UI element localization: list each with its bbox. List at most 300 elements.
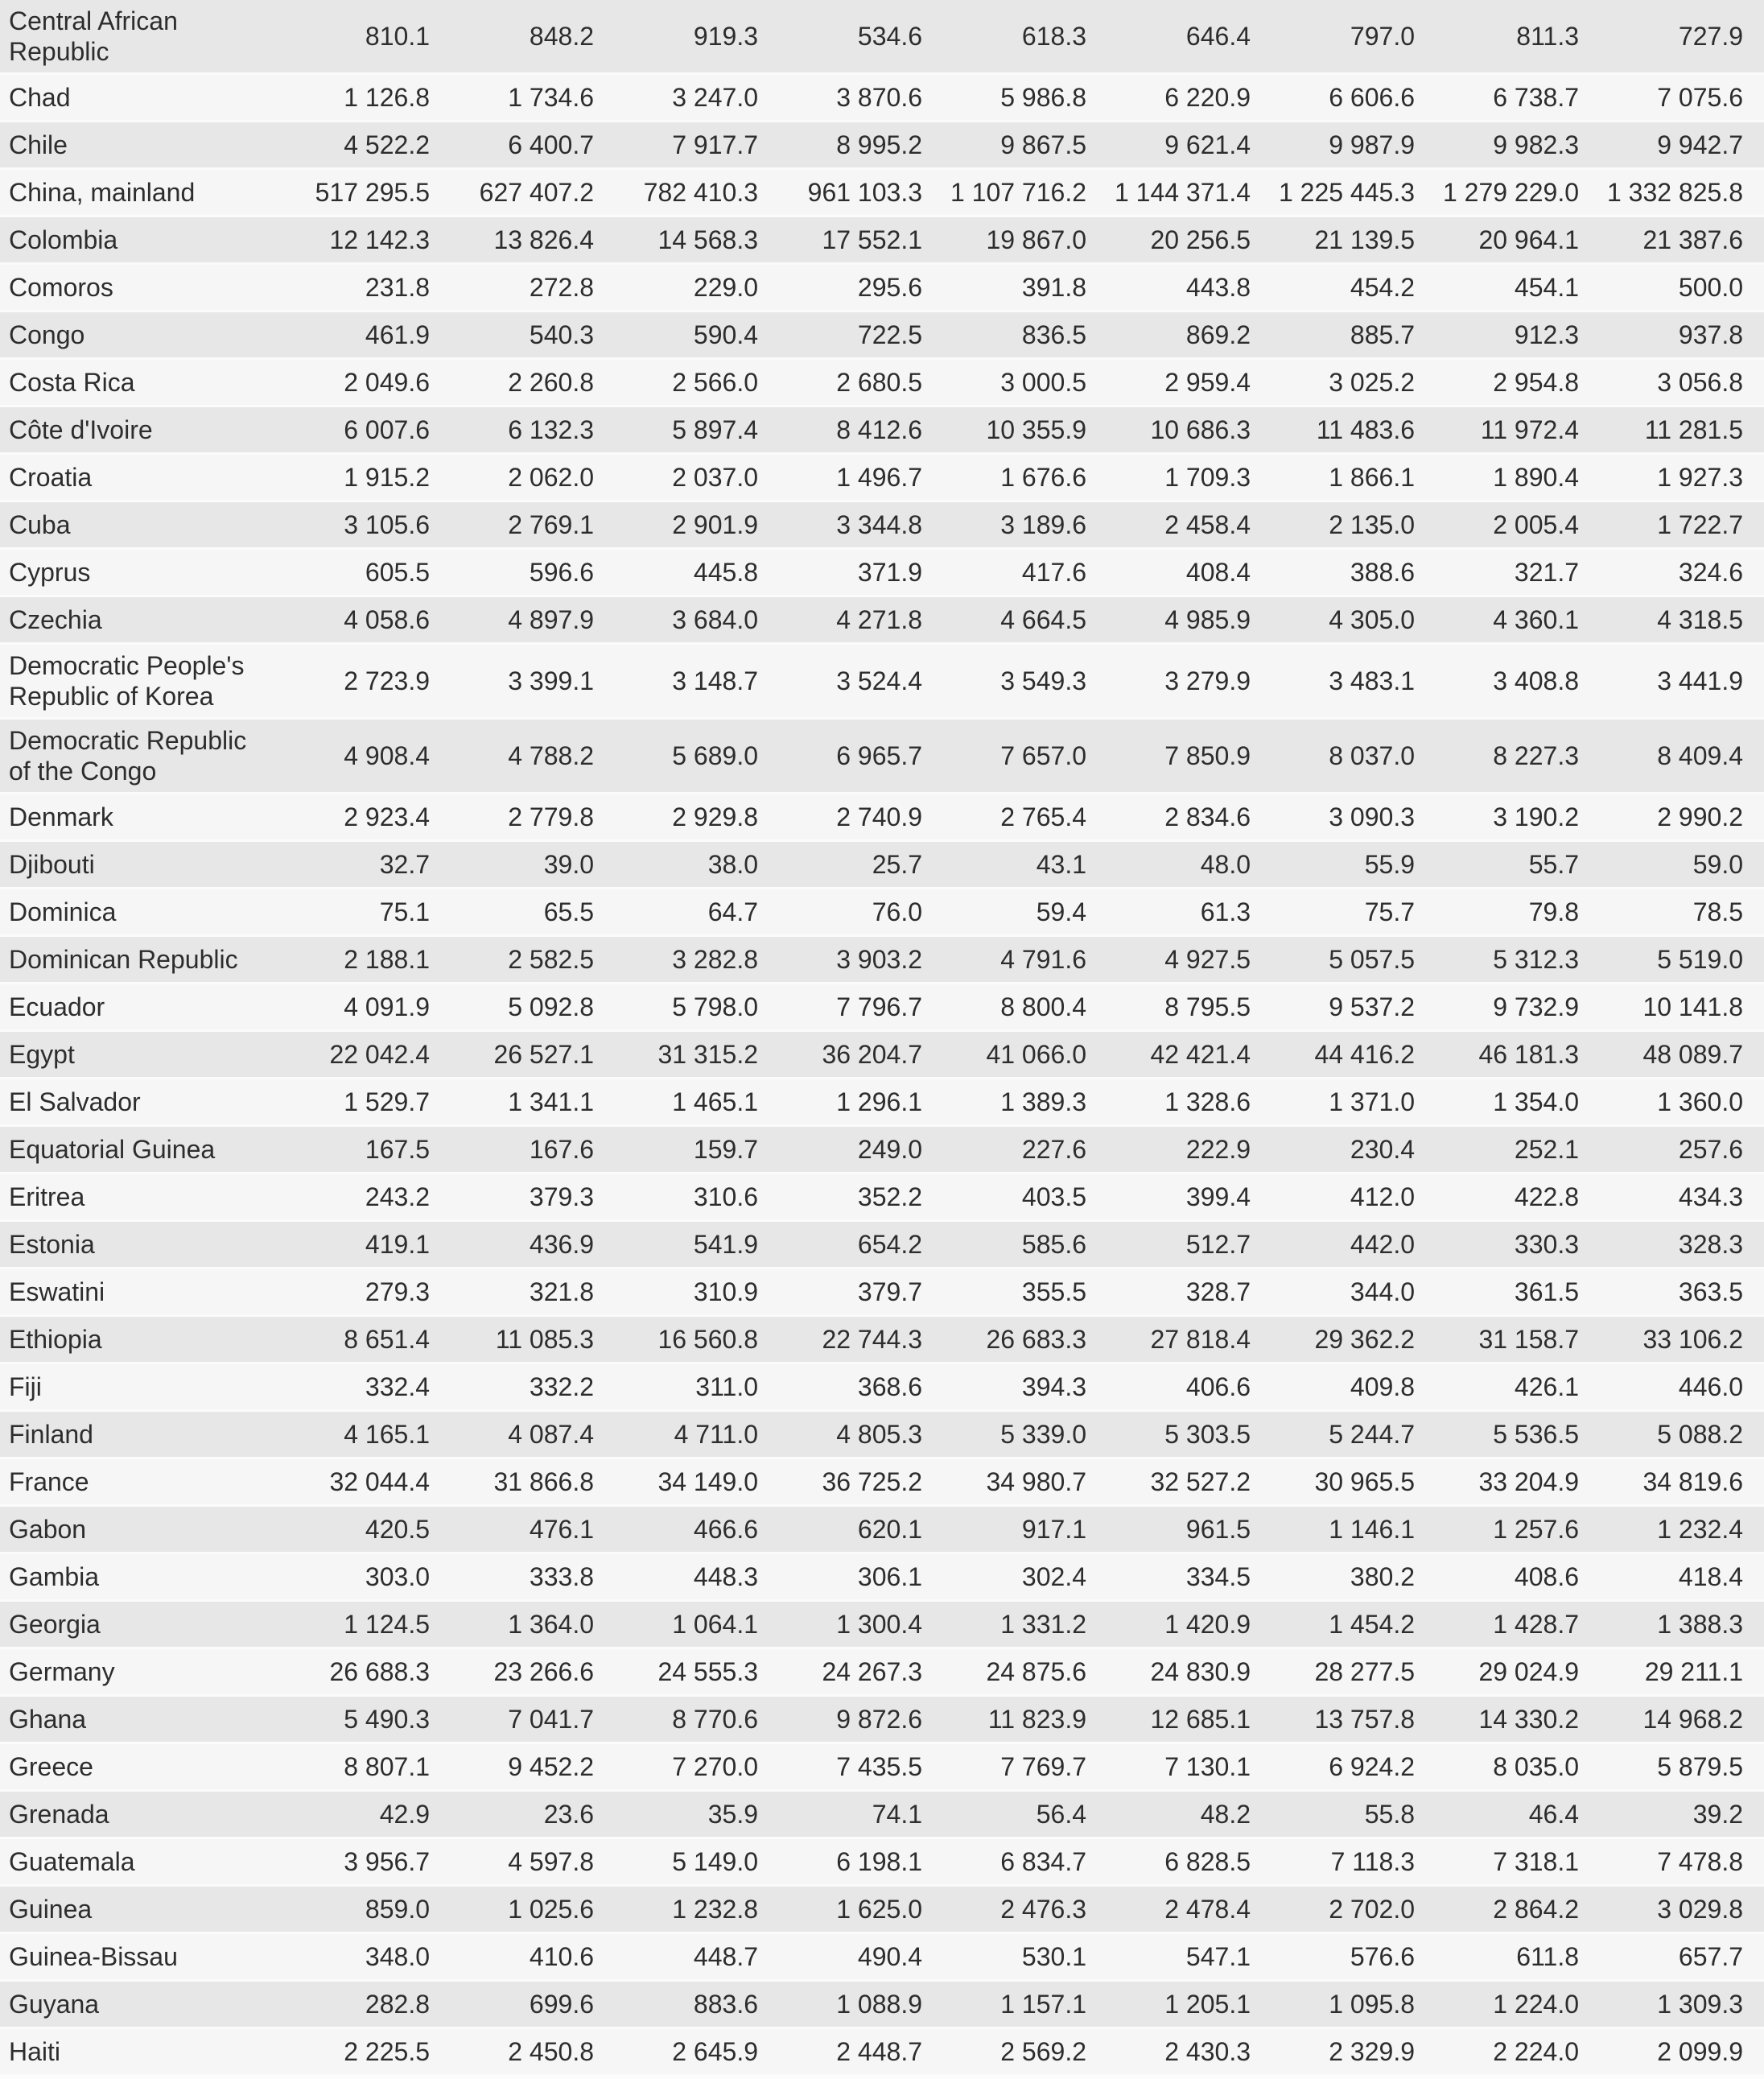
country-name: Ecuador — [9, 992, 105, 1021]
value-cell: 2 135.0 — [1329, 510, 1415, 539]
value-cell: 334.5 — [1185, 1562, 1251, 1591]
table-row — [0, 455, 1764, 500]
value-cell: 3 483.1 — [1329, 666, 1415, 695]
value-cell: 1 107 716.2 — [950, 178, 1086, 207]
value-cell: 26 683.3 — [986, 1325, 1086, 1354]
value-cell: 4 318.5 — [1657, 605, 1743, 634]
value-cell: 426.1 — [1514, 1372, 1579, 1401]
value-cell: 1 360.0 — [1657, 1087, 1743, 1116]
value-cell: 229.0 — [693, 273, 758, 302]
country-name: China, mainland — [9, 178, 196, 207]
country-name: Djibouti — [9, 850, 95, 879]
value-cell: 7 769.7 — [1000, 1752, 1086, 1781]
value-cell: 14 968.2 — [1642, 1705, 1743, 1734]
value-cell: 8 800.4 — [1000, 992, 1086, 1021]
value-cell: 230.4 — [1350, 1135, 1415, 1164]
value-cell: 3 956.7 — [344, 1847, 430, 1876]
value-cell: 2 769.1 — [508, 510, 594, 539]
value-cell: 9 621.4 — [1164, 130, 1251, 159]
value-cell: 917.1 — [1021, 1515, 1086, 1544]
value-cell: 727.9 — [1678, 22, 1743, 51]
value-cell: 657.7 — [1678, 1942, 1743, 1971]
value-cell: 24 555.3 — [657, 1657, 758, 1686]
value-cell: 412.0 — [1350, 1182, 1415, 1211]
value-cell: 417.6 — [1021, 558, 1086, 587]
value-cell: 2 566.0 — [672, 368, 758, 397]
value-cell: 7 796.7 — [836, 992, 922, 1021]
value-cell: 2 188.1 — [344, 945, 430, 974]
value-cell: 699.6 — [529, 1990, 594, 2019]
value-cell: 2 478.4 — [1164, 1895, 1251, 1924]
value-cell: 1 465.1 — [672, 1087, 758, 1116]
value-cell: 1 890.4 — [1493, 463, 1579, 492]
value-cell: 279.3 — [365, 1277, 430, 1306]
country-name: Haiti — [9, 2037, 61, 2066]
country-name: Gabon — [9, 1515, 87, 1544]
value-cell: 31 315.2 — [657, 1040, 758, 1069]
value-cell: 2 929.8 — [672, 802, 758, 831]
value-cell: 1 927.3 — [1657, 463, 1743, 492]
value-cell: 8 409.4 — [1657, 741, 1743, 770]
value-cell: 35.9 — [707, 1800, 758, 1829]
value-cell: 352.2 — [857, 1182, 922, 1211]
table-row — [0, 1127, 1764, 1172]
value-cell: 448.7 — [693, 1942, 758, 1971]
value-cell: 2 959.4 — [1164, 368, 1251, 397]
value-cell: 466.6 — [693, 1515, 758, 1544]
value-cell: 34 819.6 — [1642, 1467, 1743, 1496]
value-cell: 1 126.8 — [344, 83, 430, 112]
value-cell: 249.0 — [857, 1135, 922, 1164]
value-cell: 167.6 — [529, 1135, 594, 1164]
value-cell: 961 103.3 — [807, 178, 922, 207]
value-cell: 31 158.7 — [1478, 1325, 1579, 1354]
value-cell: 1 296.1 — [836, 1087, 922, 1116]
country-name: Guatemala — [9, 1847, 135, 1876]
country-name: Czechia — [9, 605, 102, 634]
value-cell: 797.0 — [1350, 22, 1415, 51]
country-name: Cyprus — [9, 558, 91, 587]
value-cell: 4 908.4 — [344, 741, 430, 770]
value-cell: 368.6 — [857, 1372, 922, 1401]
value-cell: 420.5 — [365, 1515, 430, 1544]
value-cell: 328.3 — [1678, 1230, 1743, 1259]
value-cell: 31 866.8 — [493, 1467, 594, 1496]
value-cell: 2 702.0 — [1329, 1895, 1415, 1924]
value-cell: 7 657.0 — [1000, 741, 1086, 770]
value-cell: 646.4 — [1185, 22, 1251, 51]
value-cell: 7 478.8 — [1657, 1847, 1743, 1876]
value-cell: 517 295.5 — [315, 178, 430, 207]
value-cell: 410.6 — [529, 1942, 594, 1971]
value-cell: 56.4 — [1036, 1800, 1086, 1829]
value-cell: 13 826.4 — [493, 225, 594, 254]
value-cell: 4 711.0 — [674, 1420, 758, 1449]
value-cell: 1 232.8 — [672, 1895, 758, 1924]
value-cell: 14 330.2 — [1478, 1705, 1579, 1734]
value-cell: 361.5 — [1514, 1277, 1579, 1306]
value-cell: 380.2 — [1350, 1562, 1415, 1591]
value-cell: 39.2 — [1692, 1800, 1743, 1829]
value-cell: 4 788.2 — [508, 741, 594, 770]
table-row — [0, 2029, 1764, 2074]
value-cell: 26 688.3 — [329, 1657, 430, 1686]
value-cell: 6 924.2 — [1329, 1752, 1415, 1781]
value-cell: 8 412.6 — [836, 415, 922, 444]
country-name: Comoros — [9, 273, 113, 302]
value-cell: 4 664.5 — [1000, 605, 1086, 634]
value-cell: 9 987.9 — [1329, 130, 1415, 159]
value-cell: 919.3 — [693, 22, 758, 51]
value-cell: 328.7 — [1185, 1277, 1251, 1306]
table-row — [0, 550, 1764, 595]
country-name: Gambia — [9, 1562, 100, 1591]
value-cell: 2 224.0 — [1493, 2037, 1579, 2066]
value-cell: 2 569.2 — [1000, 2037, 1086, 2066]
value-cell: 33 106.2 — [1642, 1325, 1743, 1354]
table-row — [0, 984, 1764, 1029]
value-cell: 848.2 — [529, 22, 594, 51]
value-cell: 7 118.3 — [1330, 1847, 1415, 1876]
value-cell: 8 770.6 — [672, 1705, 758, 1734]
value-cell: 11 085.3 — [495, 1325, 594, 1354]
value-cell: 1 625.0 — [836, 1895, 922, 1924]
value-cell: 272.8 — [529, 273, 594, 302]
country-name: Cuba — [9, 510, 71, 539]
table-row — [0, 794, 1764, 839]
value-cell: 34 980.7 — [986, 1467, 1086, 1496]
value-cell: 24 875.6 — [986, 1657, 1086, 1686]
value-cell: 76.0 — [872, 897, 922, 926]
value-cell: 379.3 — [529, 1182, 594, 1211]
value-cell: 36 725.2 — [822, 1467, 922, 1496]
country-name: El Salvador — [9, 1087, 141, 1116]
country-name: Greece — [9, 1752, 93, 1781]
value-cell: 1 224.0 — [1493, 1990, 1579, 2019]
value-cell: 7 130.1 — [1164, 1752, 1251, 1781]
value-cell: 1 309.3 — [1657, 1990, 1743, 2019]
value-cell: 961.5 — [1185, 1515, 1251, 1544]
value-cell: 5 897.4 — [672, 415, 758, 444]
value-cell: 5 536.5 — [1493, 1420, 1579, 1449]
value-cell: 46 181.3 — [1478, 1040, 1579, 1069]
value-cell: 512.7 — [1185, 1230, 1251, 1259]
country-name: Eswatini — [9, 1277, 105, 1306]
value-cell: 4 091.9 — [344, 992, 430, 1021]
value-cell: 23 266.6 — [493, 1657, 594, 1686]
value-cell: 1 064.1 — [672, 1610, 758, 1639]
country-name: Ethiopia — [9, 1325, 102, 1354]
value-cell: 885.7 — [1350, 320, 1415, 349]
value-cell: 2 037.0 — [672, 463, 758, 492]
value-cell: 4 927.5 — [1164, 945, 1251, 974]
value-cell: 78.5 — [1692, 897, 1743, 926]
value-cell: 1 205.1 — [1164, 1990, 1251, 2019]
table-row — [0, 407, 1764, 452]
value-cell: 2 779.8 — [508, 802, 594, 831]
value-cell: 34 149.0 — [657, 1467, 758, 1496]
value-cell: 408.4 — [1185, 558, 1251, 587]
value-cell: 243.2 — [365, 1182, 430, 1211]
value-cell: 8 807.1 — [344, 1752, 430, 1781]
value-cell: 1 734.6 — [508, 83, 594, 112]
value-cell: 418.4 — [1678, 1562, 1743, 1591]
table-row — [0, 720, 1764, 792]
table-row — [0, 1887, 1764, 1932]
country-name: Colombia — [9, 225, 118, 254]
value-cell: 3 279.9 — [1164, 666, 1251, 695]
value-cell: 883.6 — [693, 1990, 758, 2019]
value-cell: 454.2 — [1350, 273, 1415, 302]
value-cell: 6 132.3 — [508, 415, 594, 444]
value-cell: 722.5 — [857, 320, 922, 349]
value-cell: 3 870.6 — [836, 83, 922, 112]
value-cell: 3 190.2 — [1493, 802, 1579, 831]
value-cell: 1 915.2 — [344, 463, 430, 492]
country-name: Ghana — [9, 1705, 87, 1734]
value-cell: 3 549.3 — [1000, 666, 1086, 695]
country-name: Guinea — [9, 1895, 93, 1924]
table-row — [0, 360, 1764, 405]
value-cell: 1 420.9 — [1164, 1610, 1251, 1639]
table-row — [0, 1697, 1764, 1742]
value-cell: 4 360.1 — [1493, 605, 1579, 634]
value-cell: 379.7 — [857, 1277, 922, 1306]
value-cell: 257.6 — [1678, 1135, 1743, 1164]
table-row — [0, 1507, 1764, 1552]
value-cell: 6 606.6 — [1329, 83, 1415, 112]
value-cell: 5 092.8 — [508, 992, 594, 1021]
table-row — [0, 170, 1764, 215]
value-cell: 2 740.9 — [836, 802, 922, 831]
value-cell: 29 211.1 — [1644, 1657, 1743, 1686]
value-cell: 22 042.4 — [329, 1040, 430, 1069]
value-cell: 5 339.0 — [1000, 1420, 1086, 1449]
value-cell: 46.4 — [1528, 1800, 1579, 1829]
country-name: Côte d'Ivoire — [9, 415, 153, 444]
value-cell: 4 597.8 — [508, 1847, 594, 1876]
value-cell: 5 986.8 — [1000, 83, 1086, 112]
value-cell: 5 879.5 — [1657, 1752, 1743, 1781]
value-cell: 21 387.6 — [1642, 225, 1743, 254]
table-row — [0, 1364, 1764, 1409]
value-cell: 59.4 — [1036, 897, 1086, 926]
table-row — [0, 1317, 1764, 1362]
value-cell: 295.6 — [857, 273, 922, 302]
value-cell: 332.2 — [529, 1372, 594, 1401]
value-cell: 4 087.4 — [508, 1420, 594, 1449]
value-cell: 5 244.7 — [1329, 1420, 1415, 1449]
value-cell: 1 341.1 — [508, 1087, 594, 1116]
value-cell: 48.0 — [1200, 850, 1251, 879]
value-cell: 231.8 — [365, 273, 430, 302]
value-cell: 446.0 — [1678, 1372, 1743, 1401]
value-cell: 1 157.1 — [1000, 1990, 1086, 2019]
value-cell: 32.7 — [379, 850, 430, 879]
table-row — [0, 842, 1764, 887]
value-cell: 55.9 — [1364, 850, 1415, 879]
table-row — [0, 1602, 1764, 1647]
value-cell: 41 066.0 — [986, 1040, 1086, 1069]
value-cell: 6 007.6 — [344, 415, 430, 444]
value-cell: 7 850.9 — [1164, 741, 1251, 770]
value-cell: 8 037.0 — [1329, 741, 1415, 770]
value-cell: 10 686.3 — [1150, 415, 1251, 444]
value-cell: 9 942.7 — [1657, 130, 1743, 159]
value-cell: 321.7 — [1514, 558, 1579, 587]
value-cell: 28 277.5 — [1314, 1657, 1415, 1686]
value-cell: 443.8 — [1185, 273, 1251, 302]
table-row — [0, 0, 1764, 72]
country-name: Germany — [9, 1657, 115, 1686]
table-row — [0, 1174, 1764, 1219]
value-cell: 859.0 — [365, 1895, 430, 1924]
value-cell: 500.0 — [1678, 273, 1743, 302]
country-name: Costa Rica — [9, 368, 135, 397]
value-cell: 1 144 371.4 — [1114, 178, 1251, 207]
value-cell: 611.8 — [1516, 1942, 1579, 1971]
value-cell: 59.0 — [1692, 850, 1743, 879]
table-row — [0, 1269, 1764, 1314]
country-name: Estonia — [9, 1230, 95, 1259]
country-name: Guyana — [9, 1990, 100, 2019]
value-cell: 2 582.5 — [508, 945, 594, 974]
value-cell: 3 000.5 — [1000, 368, 1086, 397]
value-cell: 167.5 — [365, 1135, 430, 1164]
value-cell: 348.0 — [365, 1942, 430, 1971]
value-cell: 16 560.8 — [657, 1325, 758, 1354]
value-cell: 1 354.0 — [1493, 1087, 1579, 1116]
value-cell: 12 685.1 — [1150, 1705, 1251, 1734]
value-cell: 48.2 — [1200, 1800, 1251, 1829]
value-cell: 2 864.2 — [1493, 1895, 1579, 1924]
value-cell: 547.1 — [1185, 1942, 1251, 1971]
value-cell: 9 732.9 — [1493, 992, 1579, 1021]
value-cell: 227.6 — [1021, 1135, 1086, 1164]
value-cell: 42.9 — [379, 1800, 430, 1829]
value-cell: 5 689.0 — [672, 741, 758, 770]
value-cell: 782 410.3 — [643, 178, 758, 207]
value-cell: 8 795.5 — [1164, 992, 1251, 1021]
value-cell: 252.1 — [1514, 1135, 1579, 1164]
value-cell: 419.1 — [365, 1230, 430, 1259]
country-name: Grenada — [9, 1800, 109, 1829]
country-name: Georgia — [9, 1610, 101, 1639]
value-cell: 6 828.5 — [1164, 1847, 1251, 1876]
value-cell: 5 088.2 — [1657, 1420, 1743, 1449]
value-cell: 534.6 — [857, 22, 922, 51]
value-cell: 324.6 — [1678, 558, 1743, 587]
value-cell: 1 496.7 — [836, 463, 922, 492]
value-cell: 836.5 — [1021, 320, 1086, 349]
value-cell: 1 364.0 — [508, 1610, 594, 1639]
value-cell: 1 232.4 — [1657, 1515, 1743, 1544]
country-name: Dominican Republic — [9, 945, 238, 974]
value-cell: 26 527.1 — [493, 1040, 594, 1069]
value-cell: 1 095.8 — [1329, 1990, 1415, 2019]
value-cell: 222.9 — [1185, 1135, 1251, 1164]
country-name: Congo — [9, 320, 85, 349]
value-cell: 530.1 — [1021, 1942, 1086, 1971]
value-cell: 4 271.8 — [836, 605, 922, 634]
value-cell: 590.4 — [693, 320, 758, 349]
value-cell: 445.8 — [693, 558, 758, 587]
value-cell: 2 225.5 — [344, 2037, 430, 2066]
table-row — [0, 1032, 1764, 1077]
value-cell: 3 399.1 — [508, 666, 594, 695]
value-cell: 6 198.1 — [836, 1847, 922, 1876]
value-cell: 541.9 — [693, 1230, 758, 1259]
table-row — [0, 1554, 1764, 1599]
value-cell: 605.5 — [365, 558, 430, 587]
value-cell: 618.3 — [1021, 22, 1086, 51]
value-cell: 19 867.0 — [986, 225, 1086, 254]
value-cell: 8 995.2 — [836, 130, 922, 159]
value-cell: 409.8 — [1350, 1372, 1415, 1401]
table-row — [0, 1934, 1764, 1979]
value-cell: 436.9 — [529, 1230, 594, 1259]
value-cell: 9 872.6 — [836, 1705, 922, 1734]
value-cell: 9 452.2 — [508, 1752, 594, 1781]
country-name: Central African Republic — [9, 6, 178, 66]
value-cell: 75.7 — [1364, 897, 1415, 926]
value-cell: 4 805.3 — [836, 1420, 922, 1449]
value-cell: 6 965.7 — [836, 741, 922, 770]
value-cell: 11 483.6 — [1316, 415, 1415, 444]
value-cell: 810.1 — [365, 22, 430, 51]
table-row — [0, 217, 1764, 262]
value-cell: 8 035.0 — [1493, 1752, 1579, 1781]
value-cell: 3 408.8 — [1493, 666, 1579, 695]
value-cell: 3 684.0 — [672, 605, 758, 634]
value-cell: 811.3 — [1516, 22, 1579, 51]
value-cell: 303.0 — [365, 1562, 430, 1591]
value-cell: 7 041.7 — [508, 1705, 594, 1734]
value-cell: 11 823.9 — [987, 1705, 1086, 1734]
value-cell: 4 897.9 — [508, 605, 594, 634]
value-cell: 3 344.8 — [836, 510, 922, 539]
table-row — [0, 1222, 1764, 1267]
country-name: Dominica — [9, 897, 117, 926]
value-cell: 394.3 — [1021, 1372, 1086, 1401]
table-row — [0, 122, 1764, 167]
value-cell: 1 088.9 — [836, 1990, 922, 2019]
value-cell: 2 450.8 — [508, 2037, 594, 2066]
value-cell: 3 524.4 — [836, 666, 922, 695]
value-cell: 1 300.4 — [836, 1610, 922, 1639]
value-cell: 1 146.1 — [1329, 1515, 1415, 1544]
value-cell: 11 972.4 — [1480, 415, 1579, 444]
value-cell: 21 139.5 — [1314, 225, 1415, 254]
value-cell: 55.8 — [1364, 1800, 1415, 1829]
value-cell: 20 964.1 — [1478, 225, 1579, 254]
value-cell: 61.3 — [1200, 897, 1251, 926]
value-cell: 2 458.4 — [1164, 510, 1251, 539]
value-cell: 1 709.3 — [1164, 463, 1251, 492]
value-cell: 7 917.7 — [672, 130, 758, 159]
value-cell: 1 225 445.3 — [1278, 178, 1415, 207]
value-cell: 363.5 — [1678, 1277, 1743, 1306]
value-cell: 461.9 — [365, 320, 430, 349]
value-cell: 2 923.4 — [344, 802, 430, 831]
value-cell: 2 476.3 — [1000, 1895, 1086, 1924]
value-cell: 5 057.5 — [1329, 945, 1415, 974]
value-cell: 8 227.3 — [1493, 741, 1579, 770]
country-name: Equatorial Guinea — [9, 1135, 216, 1164]
value-cell: 310.9 — [693, 1277, 758, 1306]
value-cell: 454.1 — [1514, 273, 1579, 302]
table-row — [0, 502, 1764, 547]
